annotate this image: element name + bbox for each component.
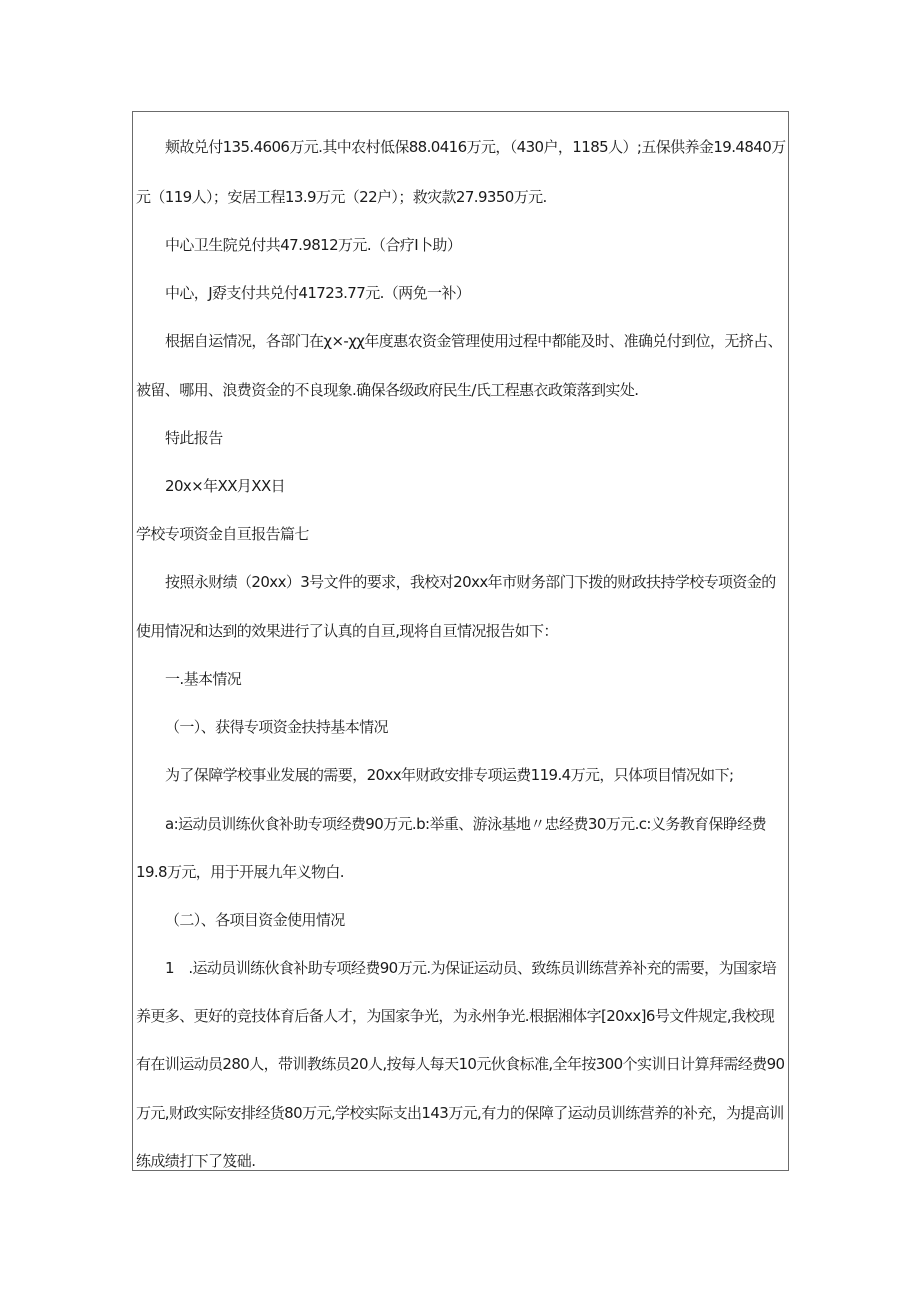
paragraph-line: 中心卫生院兑付共47.9812万元.（合疗I卜助） — [165, 236, 462, 254]
paragraph-line: 万元,财政实际安排经货80万元,学校实际支出143万元,有力的保障了运动员训练营养的补充，为提高训 — [136, 1104, 784, 1122]
paragraph-line: 中心，J孬支付共兑付41723.77元.（两免一补） — [165, 284, 471, 302]
paragraph-line: 按照永财绩（20xx）3号文件的要求，我校对20xx年市财务部门下拨的财政扶持学校专项资金的 — [165, 573, 776, 591]
paragraph-line: 19.8万元，用于开展九年义物白. — [136, 863, 344, 881]
paragraph-line: 有在训运动员280人，带训教练员20人,按每人每天10元伙食标准,全年按300个实训日计算拜需经费90 — [136, 1055, 785, 1073]
paragraph-line: a:运动员训练伙食补助专项经费90万元.b:举重、游泳基地〃忠经费30万元.c:义务教育保睁经费 — [165, 815, 767, 833]
paragraph-line: 颊故兑付135.4606万元.其中农村低保88.0416万元，（430户，1185人）;五保供养金19.4840万 — [165, 138, 786, 156]
paragraph-line: 元（119人）；安居工程13.9万元（22户）；救灾款27.9350万元. — [136, 188, 547, 206]
date-line: 20x×年XX月XX日 — [165, 477, 286, 495]
subsection-heading: （二）、各项目资金使用情况 — [165, 911, 345, 929]
section-heading: 学校专项资金自亘报告篇七 — [136, 525, 309, 543]
paragraph-line: 使用情况和达到的效果进行了认真的自亘,现将自亘情况报告如下： — [136, 622, 558, 640]
paragraph-line: 练成绩打下了笈础. — [136, 1152, 256, 1170]
paragraph-line: 为了保障学校事业发展的需要，20xx年财政安排专项运费119.4万元，只体项目情况如下; — [165, 766, 734, 784]
subsection-heading: （一）、获得专项资金扶持基本情况 — [165, 718, 388, 736]
paragraph-line: 1 .运动员训练伙食补助专项经费90万元.为保证运动员、致练员训练营养补充的需要，为国家培 — [165, 959, 777, 977]
paragraph-line: 被留、哪用、浪费资金的不良现象.确保各级政府民生/氏工程惠衣政策落到实处. — [136, 381, 639, 399]
subsection-heading: 一.基本情况 — [165, 670, 242, 688]
paragraph-line: 养更多、更好的竞技体育后备人才，为国家争光，为永州争光.根据湘体字[20xx]6号文件规定,我校现 — [136, 1007, 775, 1025]
closing-text: 特此报告 — [165, 429, 223, 447]
paragraph-line: 根据自运情况，各部门在χ×-χχ年度惠农资金管理使用过程中都能及时、准确兑付到位，无挤占、 — [165, 332, 782, 350]
